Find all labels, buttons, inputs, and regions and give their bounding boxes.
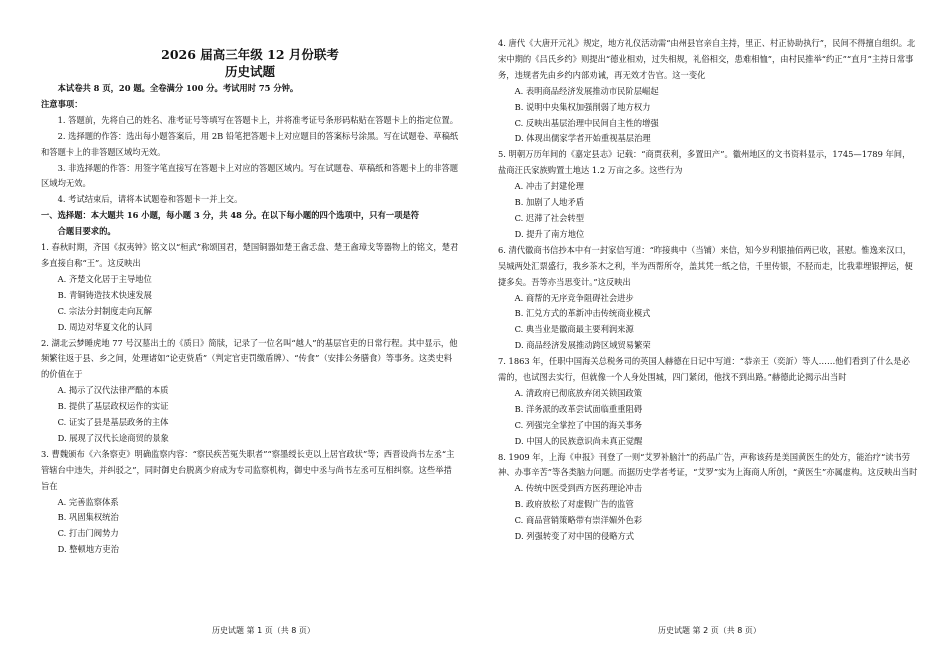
option-d[interactable]: D. 列强转变了对中国的侵略方式 <box>514 531 635 542</box>
option-b[interactable]: B. 加剧了人地矛盾 <box>514 197 585 208</box>
question-stem: 8. 1909 年，上海《申报》刊登了一则“艾罗补脑汁”的药品广告，声称该药是美国黄医生的处方，能治疗“读书劳神、办事辛苦”等各类脑力问题。而据历史学者考证，“艾罗”实为上海商人所创，“黄医生”亦属虚构。这反映出当时 <box>498 451 918 478</box>
option-d[interactable]: D. 整顿地方吏治 <box>57 544 120 555</box>
exam-meta: 本试卷共 8 页，20 题。全卷满分 100 分。考试用时 75 分钟。 <box>57 83 299 93</box>
notice-item: 3. 非选择题的作答：用签字笔直接写在答题卡上对应的答题区域内。写在试题卷、草稿纸和答题卡上的非答题区域均无效。 <box>41 162 459 189</box>
option-b[interactable]: B. 政府放松了对虚假广告的监管 <box>514 499 634 510</box>
option-d[interactable]: D. 周边对华夏文化的认同 <box>57 321 153 332</box>
notice-item: 2. 选择题的作答：选出每小题答案后，用 2B 铅笔把答题卡上对应题目的答案标号涂黑。写在试题卷、草稿纸和答题卡上的非答题区域均无效。 <box>41 130 459 157</box>
notice-heading: 注意事项： <box>41 98 83 109</box>
option-b[interactable]: B. 洋务派的改革尝试面临重重阻碍 <box>514 403 643 414</box>
question-stem: 7. 1863 年，任职中国海关总税务司的英国人赫德在日记中写道：“恭亲王（奕訢）等人……他们看到了什么是必需的，也试图去实行，但就像一个人身处围城，四门紧闭，他找不到出路。”赫德此论揭示出当时 <box>498 356 910 383</box>
option-a[interactable]: A. 完善监察体系 <box>57 496 119 507</box>
option-b[interactable]: B. 提供了基层政权运作的实证 <box>57 401 169 412</box>
page-footer-2: 历史试题 第 2 页（共 8 页） <box>658 626 761 635</box>
question-7 <box>498 354 918 449</box>
exam-title: 2026 届高三年级 12 月份联考 <box>161 47 339 62</box>
page-2-column <box>498 36 918 545</box>
option-b[interactable]: B. 汇兑方式的革新冲击传统商业模式 <box>514 308 651 319</box>
section-heading-text: 一、选择题：本大题共 16 小题，每小题 3 分，共 48 分。在以下每小题的四个选项中，只有一项是符 <box>41 210 420 221</box>
question-3 <box>41 447 459 558</box>
option-a[interactable]: A. 冲击了封建伦理 <box>514 181 584 192</box>
option-d[interactable]: D. 展现了汉代长途商贸的景象 <box>57 432 169 443</box>
question-stem: 6. 清代徽商书信抄本中有一封家信写道：“昨接典中（当铺）来信，知今岁利银抽佰两已收，甚慰。惟逸来汉口，吴城两处汇票盛行，我乡茶木之利，半为西帮所夺，盖其凭一纸之信，千里传银，不胫而走，比我辈埋银押运，便捷多矣。吾等亦当思变计。”这反映出 <box>498 244 913 287</box>
question-stem: 5. 明朝万历年间的《嘉定县志》记载：“商贾获利，多置田产”。徽州地区的文书资料显示，1745—1789 年间，盐商汪氏家族购置土地达 1.2 万亩之多。这些行为 <box>498 149 911 176</box>
option-c[interactable]: C. 打击门阀势力 <box>57 528 119 539</box>
exam-subtitle: 历史试题 <box>224 64 275 79</box>
section-heading-cont: 合题目要求的。 <box>57 226 116 237</box>
option-c[interactable]: C. 证实了县是基层政务的主体 <box>57 417 169 428</box>
option-c[interactable]: C. 典当业是徽商最主要利润来源 <box>514 324 634 335</box>
option-d[interactable]: D. 商品经济发展推动跨区域贸易繁荣 <box>514 340 651 351</box>
question-stem: 1. 春秋时期，齐国《叔夷钟》铭文以“桓武”称颂国君，楚国铜器如楚王酓忎盘、楚王酓璋戈等器物上的铭文，楚君多直接自称“王”。这反映出 <box>41 242 459 268</box>
question-2 <box>41 336 459 447</box>
question-1 <box>41 240 459 335</box>
question-stem: 3. 曹魏颁布《六条察吏》明确监察内容：“察民疾苦冤失职者”“察墨绶长吏以上居官政状”等；西晋设尚书左丞“主管辖台中违失，并纠驳之”，同时御史台脱离少府成为专司监察机构，御史中丞与尚书左丞可互相纠察。这些举措旨在 <box>41 448 455 491</box>
option-b[interactable]: B. 说明中央集权加强削弱了地方权力 <box>514 101 651 112</box>
option-a[interactable]: A. 齐楚文化居于主导地位 <box>57 273 152 284</box>
option-d[interactable]: D. 提升了南方地位 <box>514 228 585 239</box>
option-c[interactable]: C. 反映出基层治理中民间自主性的增强 <box>514 117 659 128</box>
option-c[interactable]: C. 宗法分封制度走向瓦解 <box>57 305 152 316</box>
option-d[interactable]: D. 中国人的民族意识尚未真正觉醒 <box>514 435 643 446</box>
option-b[interactable]: B. 巩固集权统治 <box>57 512 119 523</box>
section-heading <box>41 208 459 240</box>
option-a[interactable]: A. 商帮的无序竞争阻碍社会进步 <box>514 292 634 303</box>
question-6 <box>498 243 918 354</box>
question-5 <box>498 147 918 242</box>
option-c[interactable]: C. 商品营销策略带有崇洋媚外色彩 <box>514 515 643 526</box>
question-stem: 2. 湖北云梦睡虎地 77 号汉墓出土的《质日》简牍，记录了一位名叫“越人”的基层官吏的日常行程。其中显示，他频繁往返于县、乡之间，处理诸如“论吏赀盾”（判定官吏罚缴盾牌）、“传食”（安排公务膳食）等事务。这类史料的价值在于 <box>41 337 458 380</box>
option-c[interactable]: C. 迟滞了社会转型 <box>514 212 584 223</box>
question-8 <box>498 450 918 545</box>
question-stem: 4. 唐代《大唐开元礼》规定，地方礼仪活动需“由州县官亲自主持，里正、村正协助执行”，民间不得擅自组织。北宋中期的《吕氏乡约》则提出“德业相劝，过失相规，礼俗相交，患难相恤”，由村民推举“约正”“直月”主持日常事务，违规者先由乡约内部劝诫，再无效才告官。这一变化 <box>498 38 916 80</box>
page-1-column <box>41 34 459 558</box>
option-a[interactable]: A. 清政府已彻底放弃闭关锁国政策 <box>514 387 643 398</box>
option-a[interactable]: A. 揭示了汉代法律严酷的本质 <box>57 385 169 396</box>
notice-item: 4. 考试结束后，请将本试题卷和答题卡一并上交。 <box>57 194 243 205</box>
option-a[interactable]: A. 表明商品经济发展推动市民阶层崛起 <box>514 85 659 96</box>
option-b[interactable]: B. 青铜铸造技术快速发展 <box>57 289 152 300</box>
option-c[interactable]: C. 列强完全掌控了中国的海关事务 <box>514 419 643 430</box>
option-d[interactable]: D. 体现出儒家学者开始重视基层治理 <box>514 133 651 144</box>
option-a[interactable]: A. 传统中医受到西方医药理论冲击 <box>514 483 643 494</box>
notice-item: 1. 答题前，先将自己的姓名、准考证号等填写在答题卡上，并将准考证号条形码粘贴在答题卡上的指定位置。 <box>57 114 459 125</box>
page-footer-1: 历史试题 第 1 页（共 8 页） <box>212 626 315 635</box>
question-4 <box>498 36 918 147</box>
